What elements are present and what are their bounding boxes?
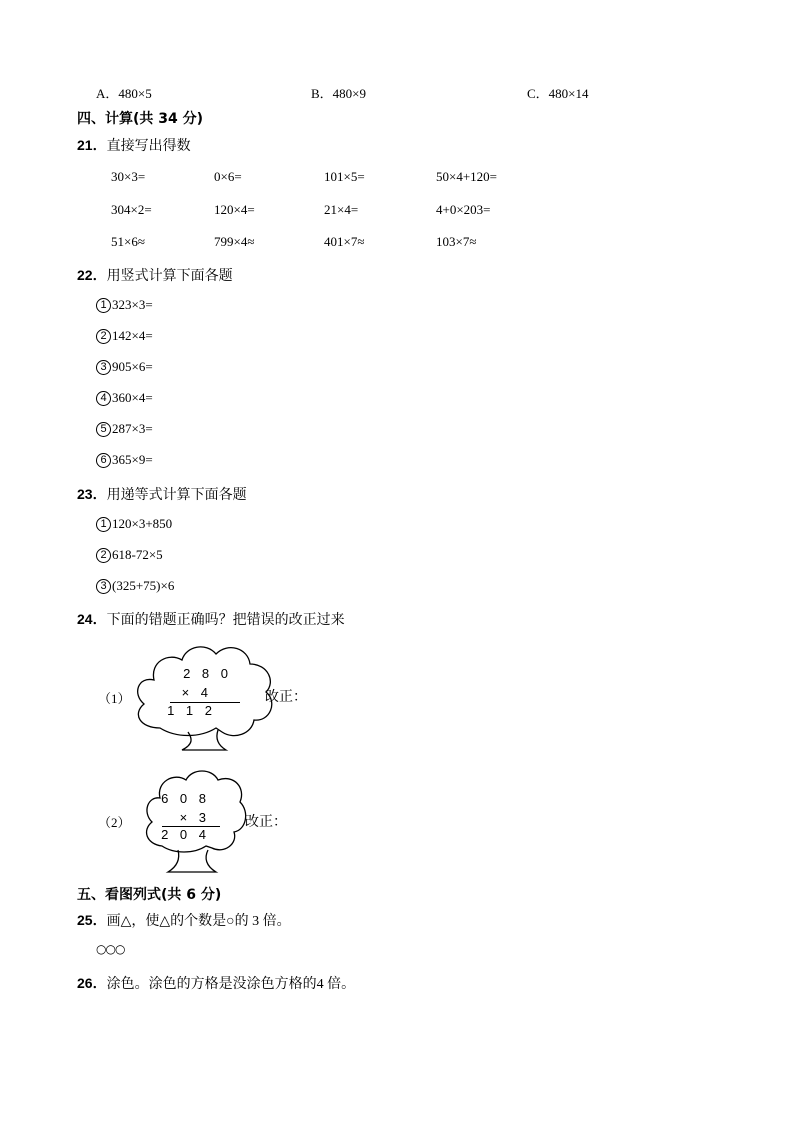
q22-item-expr: 323×3= [112,297,153,312]
choice-c: C．480×14 [527,86,589,101]
q22-item-expr: 287×3= [112,421,153,436]
q22-item [96,297,153,314]
q23-item [96,578,174,595]
q22-item-expr: 360×4= [112,390,153,405]
q22-item [96,390,153,407]
q21-cell: 401×7≈ [324,234,365,249]
q21-text: 直接写出得数 [106,139,191,154]
q22-item [96,328,153,345]
section5-title: 五、看图列式(共 6 分) [77,887,222,903]
q24-problem1-label: （1） [98,691,131,706]
q22-item-marker: 4 [96,391,111,406]
q21-cell: 30×3= [111,169,146,184]
q24-problem1-result: 1 1 2 [167,703,216,718]
q23-item-marker: 2 [96,548,111,563]
q26-number: 26． [77,975,107,991]
q21-cell: 799×4≈ [214,234,255,249]
q21-cell: 0×6= [214,169,242,184]
q22-item-expr: 365×9= [112,452,153,467]
q22-item [96,359,153,376]
q22-item-marker: 2 [96,329,111,344]
q23-item-expr: 618-72×5 [112,547,163,562]
choice-b: B．480×9 [311,86,367,101]
q22-item-marker: 5 [96,422,111,437]
q22-number: 22． [77,267,107,283]
q24-problem2-result: 2 0 4 [161,827,210,842]
q22-item [96,452,153,469]
q25-text: 画△，使△的个数是○的 3 倍。 [106,914,291,929]
q24-problem2-mult: × 3 [179,810,210,825]
q21-cell: 120×4= [214,202,255,217]
q24-problem1-top: 2 8 0 [183,666,232,681]
q21-cell: 304×2= [111,202,152,217]
q21-number: 21． [77,137,107,153]
q25-number: 25． [77,912,107,928]
q23-number: 23． [77,486,107,502]
q24-problem1-mult: × 4 [181,685,212,700]
q22-item-expr: 142×4= [112,328,153,343]
q24-text: 下面的错题正确吗？把错误的改正过来 [106,613,345,628]
q23-item-expr: (325+75)×6 [112,578,175,593]
q21-cell: 51×6≈ [111,234,145,249]
q24-problem2-label: （2） [98,815,131,830]
q26-heading [77,973,355,993]
choice-a: A．480×5 [96,86,152,101]
q23-item [96,547,163,564]
q21-cell: 21×4= [324,202,359,217]
q24-problem2-top: 6 0 8 [161,791,210,806]
q24-number: 24． [77,611,107,627]
q22-item-marker: 3 [96,360,111,375]
q26-text: 涂色。涂色的方格是没涂色方格的4 倍。 [106,977,356,992]
q24-problem2-fix: 改正： [245,814,287,830]
q21-cell: 50×4+120= [436,169,497,184]
q25-heading [77,910,291,930]
q21-cell: 101×5= [324,169,365,184]
q24-problem1-fix: 改正： [265,689,307,705]
q23-item-expr: 120×3+850 [112,516,173,531]
q22-item-marker: 1 [96,298,111,313]
q22-text: 用竖式计算下面各题 [106,269,233,284]
q23-item-marker: 1 [96,517,111,532]
q23-item-marker: 3 [96,579,111,594]
q21-cell: 4+0×203= [436,202,491,217]
q23-heading [77,484,247,504]
q23-item [96,516,172,533]
q21-heading [77,135,191,155]
q22-heading [77,265,233,285]
q22-item-expr: 905×6= [112,359,153,374]
q24-heading [77,609,345,629]
q23-text: 用递等式计算下面各题 [106,488,247,503]
q21-cell: 103×7≈ [436,234,477,249]
q22-item-marker: 6 [96,453,111,468]
q25-circles: ○○○ [96,942,125,956]
q22-item [96,421,153,438]
section4-title: 四、计算(共 34 分) [77,111,204,127]
